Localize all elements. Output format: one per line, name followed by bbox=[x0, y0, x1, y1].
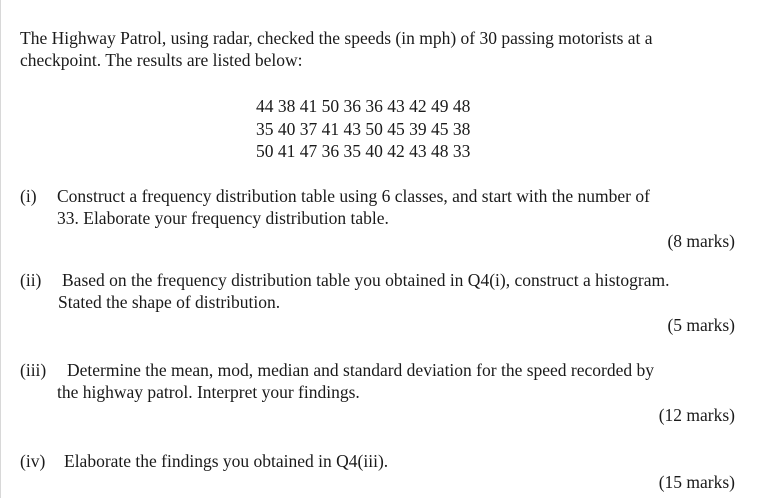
question-ii-line-1: Based on the frequency distribution table you obtained in Q4(i), construct a histogram. bbox=[62, 270, 670, 290]
question-ii bbox=[20, 269, 736, 313]
question-i-marks: (8 marks) bbox=[667, 231, 735, 251]
question-iii-number: (iii) bbox=[20, 360, 47, 380]
intro-paragraph bbox=[20, 27, 740, 71]
speed-data-row-1: 44 38 41 50 36 36 43 42 49 48 bbox=[256, 96, 471, 116]
question-i-number: (i) bbox=[20, 186, 37, 206]
speed-data-block bbox=[256, 95, 470, 163]
speed-data-row-3: 50 41 47 36 35 40 42 43 48 33 bbox=[256, 141, 471, 161]
question-iv-marks: (15 marks) bbox=[658, 472, 735, 492]
intro-line-1: The Highway Patrol, using radar, checked the speeds (in mph) of 30 passing motorists at a bbox=[20, 28, 653, 48]
question-ii-text bbox=[58, 269, 736, 313]
question-iv-number: (iv) bbox=[20, 451, 46, 471]
question-iv-text bbox=[64, 450, 736, 472]
question-iv bbox=[20, 450, 736, 472]
intro-line-2: checkpoint. The results are listed below: bbox=[20, 50, 303, 70]
question-i-line-2: 33. Elaborate your frequency distribution table. bbox=[57, 208, 389, 228]
question-ii-line-2: Stated the shape of distribution. bbox=[58, 292, 281, 312]
question-iii-line-1: Determine the mean, mod, median and standard deviation for the speed recorded by bbox=[67, 360, 655, 380]
question-iii bbox=[20, 359, 736, 403]
question-iii-text bbox=[57, 359, 736, 403]
speed-data-row-2: 35 40 37 41 43 50 45 39 45 38 bbox=[256, 118, 471, 139]
question-ii-number: (ii) bbox=[20, 270, 42, 290]
question-ii-marks: (5 marks) bbox=[667, 315, 735, 335]
question-iii-line-2: the highway patrol. Interpret your findings. bbox=[57, 382, 360, 402]
question-i bbox=[20, 185, 736, 229]
question-iii-marks: (12 marks) bbox=[658, 405, 735, 425]
question-i-line-1: Construct a frequency distribution table using 6 classes, and start with the number of bbox=[57, 186, 650, 206]
question-i-text bbox=[57, 185, 736, 229]
question-iv-line-1: Elaborate the findings you obtained in Q4(iii). bbox=[64, 451, 389, 471]
